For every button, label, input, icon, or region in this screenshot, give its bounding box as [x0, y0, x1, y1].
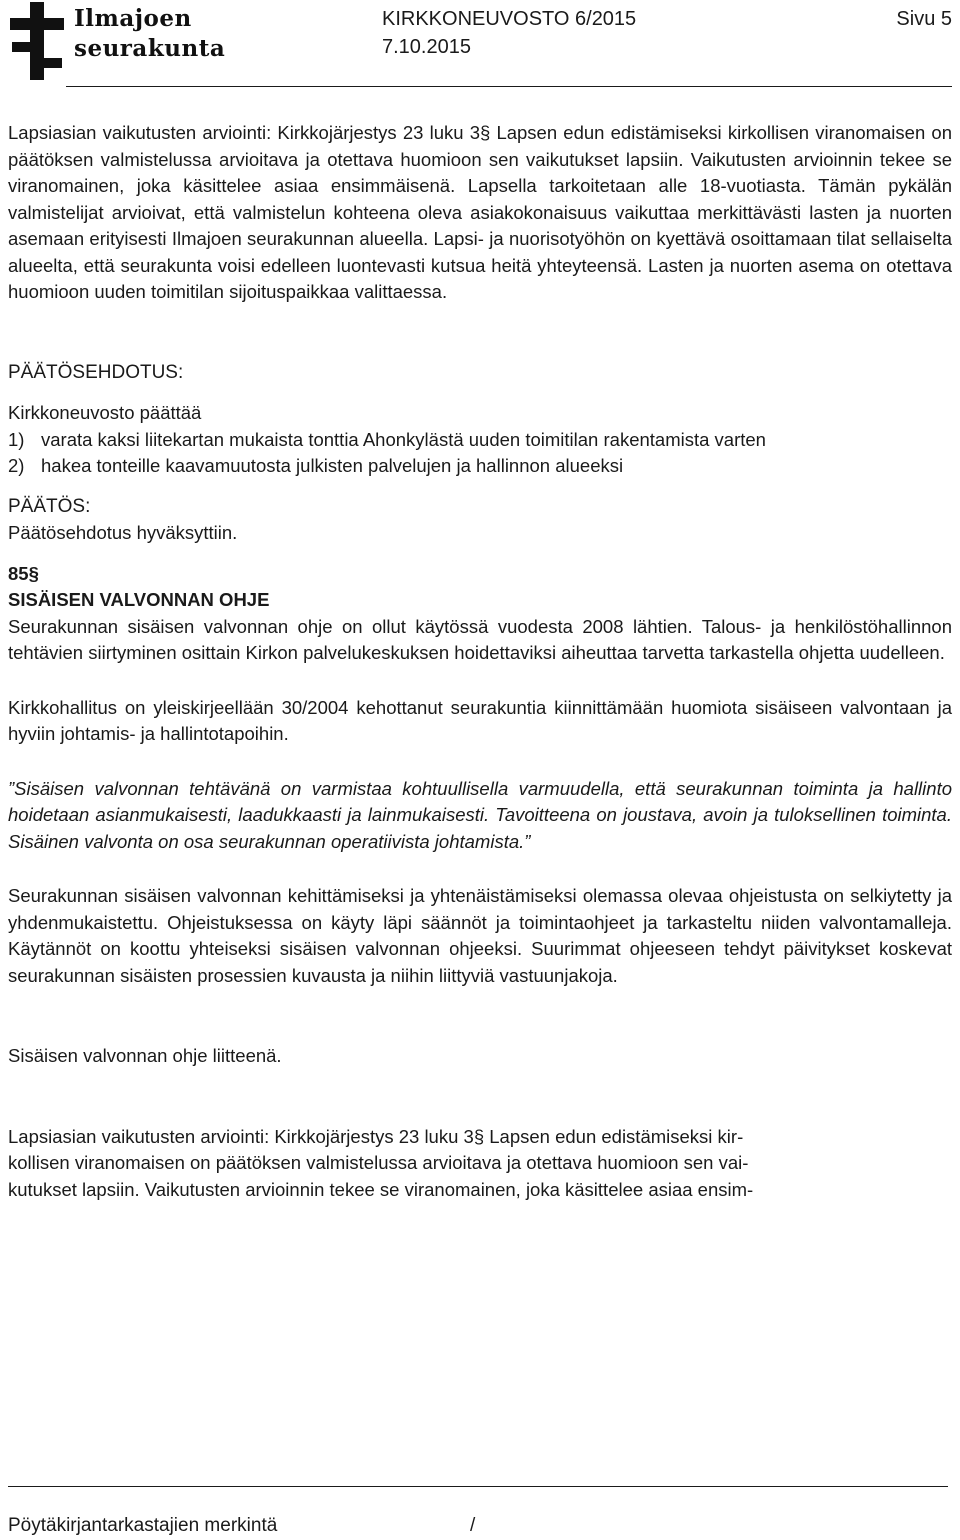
signature-separator: / — [470, 1515, 476, 1536]
section-number: 85§ — [8, 562, 39, 584]
spacer — [8, 989, 952, 1043]
spacer — [8, 748, 952, 776]
spacer — [8, 386, 952, 400]
list-item-number: 2) — [8, 455, 25, 476]
spacer — [8, 306, 952, 360]
quote-paragraph: ”Sisäisen valvonnan tehtävänä on varmistaa kohtuullisella varmuudella, että seurakunnan toiminta ja hallinto hoidetaan asianmukaisesti, laadukkaasti ja lainmukaisesti. Tavoitteena on joustava, avoin ja tuloksellinen toiminta. Sisäinen valvonta on osa seurakunnan operatiivista johtamista.” — [8, 777, 952, 852]
spacer — [8, 1070, 952, 1124]
page-header — [0, 0, 960, 92]
cross-logo-icon — [8, 2, 68, 80]
logo-line-2: seurakunta — [74, 35, 226, 62]
text-line: kollisen viranomaisen on päätöksen valmistelussa arvioitava ja otettava huomioon sen vai- — [8, 1152, 749, 1173]
list-item-number: 1) — [8, 428, 25, 450]
document-body — [8, 120, 952, 1203]
development-paragraph: Seurakunnan sisäisen valvonnan kehittämiseksi ja yhtenäistämiseksi olemassa olevaa ohjeistusta on selkiytetty ja yhdenmukaistettu. Ohjeistuksessa on käyty läpi säännöt ja toimintaohjeet ja tarkasteltu niiden valvontamalleja. Käytännöt on koottu yhteiseksi sisäisen valvonnan ohjeeksi. Suurimmat ohjeeseen tehdyt päivitykset koskevat seurakunnan sisäisten prosessien kuvausta ja niihin liittyviä vastuunjakoja. — [8, 885, 952, 986]
list-item — [8, 427, 952, 454]
repeated-child-impact-paragraph — [8, 1124, 952, 1204]
meeting-title: KIRKKONEUVOSTO 6/2015 — [382, 8, 637, 30]
meeting-date: 7.10.2015 — [382, 36, 471, 58]
decision-heading: PÄÄTÖS: — [8, 495, 91, 517]
minutes-checkers-label: Pöytäkirjantarkastajien merkintä — [8, 1515, 278, 1536]
spacer — [8, 667, 952, 695]
text-line: kutukset lapsiin. Vaikutusten arvioinnin tekee se viranomainen, joka käsittelee asiaa ensim- — [8, 1178, 754, 1200]
spacer — [8, 855, 952, 883]
list-item — [8, 453, 952, 480]
proposal-heading: PÄÄTÖSEHDOTUS: — [8, 361, 184, 383]
page-number: Sivu 5 — [896, 8, 952, 30]
child-impact-paragraph: Lapsiasian vaikutusten arviointi: Kirkkojärjestys 23 luku 3§ Lapsen edun edistämiseksi kirkollisen viranomaisen on päätöksen valmistelussa arvioitava ja otettava huomioon sen vaikutukset lapsiin. Vaikutusten arvioinnin tekee se viranomainen, joka käsittelee asiaa ensimmäisenä. Lapsella tarkoitetaan alle 18-vuotiasta. Tämän pykälän valmistelijat arvioivat, että valmistelun kohteena oleva asiakokonaisuus vaikuttaa merkittävästi lasten ja nuorten asemaan erityisesti Ilmajoen seurakunnan alueella. Lapsi- ja nuorisotyöhön on kyettävä osoittamaan tilat sellaiselta alueelta, että seurakunta voisi edelleen luontevasti kutsua heitä yhteyteensä. Lasten ja nuorten asema on otettava huomioon uuden toimitilan sijoituspaikkaa valittaessa. — [8, 122, 952, 302]
footer-divider — [8, 1486, 948, 1487]
attachment-note: Sisäisen valvonnan ohje liitteenä. — [8, 1045, 282, 1066]
logo-wordmark — [74, 4, 225, 64]
church-council-paragraph: Kirkkohallitus on yleiskirjeellään 30/2004 kehottanut seurakuntia kiinnittämään huomiota sisäiseen valvontaan ja hyviin johtamis- ja hallintotapoihin. — [8, 696, 952, 744]
decision-text: Päätösehdotus hyväksyttiin. — [8, 522, 238, 543]
spacer — [8, 547, 952, 561]
list-item-text: varata kaksi liitekartan mukaista tonttia Ahonkylästä uuden toimitilan rakentamista varten — [41, 428, 766, 450]
logo-line-1: Ilmajoen — [74, 5, 192, 32]
header-divider — [66, 86, 952, 87]
text-line: Lapsiasian vaikutusten arviointi: Kirkkojärjestys 23 luku 3§ Lapsen edun edistämiseksi kir- — [8, 1125, 744, 1147]
section-title: SISÄISEN VALVONNAN OHJE — [8, 589, 270, 610]
parish-logo — [8, 2, 240, 80]
proposal-intro: Kirkkoneuvosto päättää — [8, 402, 202, 423]
spacer — [8, 480, 952, 494]
proposal-list — [8, 427, 952, 480]
list-item-text: hakea tonteille kaavamuutosta julkisten palvelujen ja hallinnon alueeksi — [41, 455, 624, 476]
control-guide-paragraph: Seurakunnan sisäisen valvonnan ohje on ollut käytössä vuodesta 2008 lähtien. Talous- ja henkilöstöhallinnon tehtävien siirtyminen osittain Kirkon palvelukeskuksen hoidettaviksi aiheuttaa tarvetta tarkastella ohjetta uudelleen. — [8, 615, 952, 663]
